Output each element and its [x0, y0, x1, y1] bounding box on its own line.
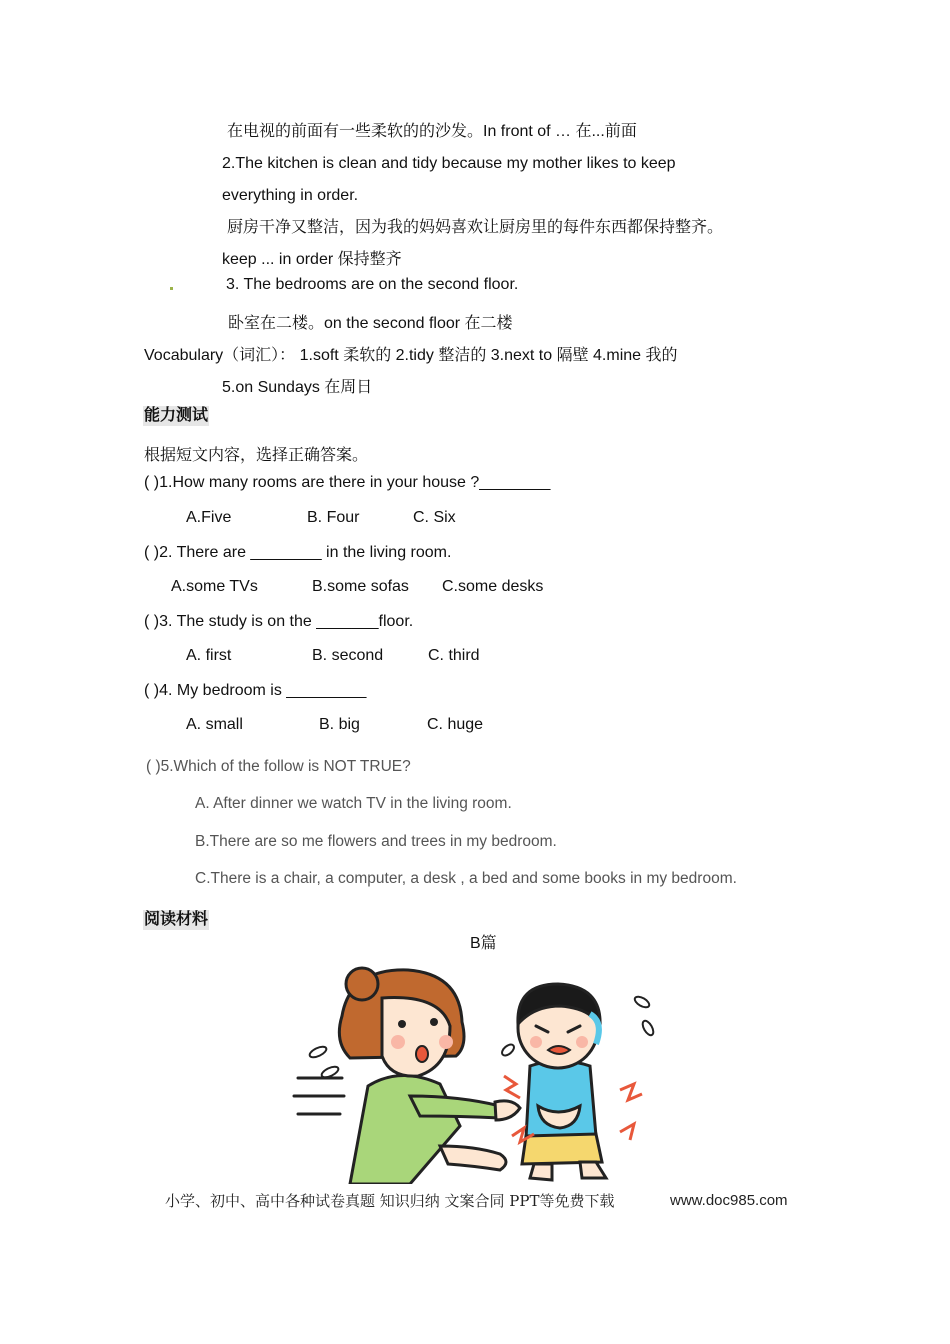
- q5-option-a: A. After dinner we watch TV in the living room.: [195, 795, 512, 812]
- mother-cheek-right: [439, 1035, 453, 1049]
- q3-option-c: C. third: [428, 647, 480, 664]
- boy-legs: [530, 1162, 606, 1180]
- note-item3-english: 3. The bedrooms are on the second floor.: [226, 276, 519, 293]
- question-4: ( )4. My bedroom is _________: [144, 682, 367, 699]
- stray-dot: [170, 287, 173, 290]
- boy-mouth: [548, 1046, 570, 1054]
- q4-option-c: C. huge: [427, 716, 484, 733]
- mother-eye-left: [398, 1020, 406, 1028]
- question-5: ( )5.Which of the follow is NOT TRUE?: [146, 758, 411, 775]
- mother-cheek: [391, 1035, 405, 1049]
- question-1: ( )1.How many rooms are there in your house ?________: [144, 474, 551, 491]
- mother-shirt: [350, 1075, 460, 1184]
- q1-option-a: A.Five: [186, 509, 232, 526]
- q2-option-c: C.some desks: [442, 578, 544, 595]
- ability-test-instruction: 根据短文内容，选择正确答案。: [144, 447, 369, 464]
- vocabulary-line: Vocabulary（词汇）： 1.soft 柔软的 2.tidy 整洁的 3.next to 隔壁 4.mine 我的: [144, 347, 678, 364]
- question-2: ( )2. There are ________ in the living room.: [144, 544, 452, 561]
- note-item2-chinese: 厨房干净又整洁，因为我的妈妈喜欢让厨房里的每件东西都保持整齐。: [227, 219, 724, 236]
- boy-shorts: [522, 1134, 602, 1164]
- q4-option-a: A. small: [186, 716, 243, 733]
- boy-cheek-right: [576, 1036, 588, 1048]
- note-item2-english-cont: everything in order.: [222, 187, 359, 204]
- mother-hand-lower: [440, 1146, 506, 1170]
- note-item2-phrase: keep ... in order 保持整齐: [222, 251, 402, 268]
- note-item2-english: 2.The kitchen is clean and tidy because my mother likes to keep: [222, 155, 676, 172]
- q2-option-b: B.some sofas: [312, 578, 409, 595]
- q2-option-a: A.some TVs: [171, 578, 258, 595]
- mother-arm: [410, 1096, 500, 1118]
- q3-option-a: A. first: [186, 647, 232, 664]
- note-item3-chinese: 卧室在二楼。on the second floor 在二楼: [228, 315, 513, 332]
- boy-cheek: [530, 1036, 542, 1048]
- q3-option-b: B. second: [312, 647, 384, 664]
- q5-option-c: C.There is a chair, a computer, a desk , a bed and some books in my bedroom.: [195, 870, 737, 887]
- mother-mouth: [416, 1046, 428, 1062]
- note-line-front-of: 在电视的前面有一些柔软的的沙发。In front of … 在...前面: [227, 123, 637, 140]
- sweat-drops-left: [308, 1045, 340, 1080]
- question-3: ( )3. The study is on the _______floor.: [144, 613, 414, 630]
- mother-hand: [495, 1101, 520, 1120]
- mother-face: [382, 998, 450, 1077]
- motion-lines: [294, 1078, 344, 1114]
- reading-heading: 阅读材料: [144, 911, 209, 928]
- footer-text: 小学、初中、高中各种试卷真题 知识归纳 文案合同 PPT等免费下载: [165, 1192, 615, 1210]
- reading-title: B篇: [470, 935, 497, 952]
- q1-option-c: C. Six: [413, 509, 456, 526]
- q1-option-b: B. Four: [307, 509, 360, 526]
- q5-option-b: B.There are so me flowers and trees in my bedroom.: [195, 833, 557, 850]
- stomach-ache-illustration: [290, 966, 662, 1184]
- ability-test-heading: 能力测试: [144, 407, 209, 424]
- mother-hair-bun: [346, 968, 378, 1000]
- q4-option-b: B. big: [319, 716, 360, 733]
- mother-eye-right: [430, 1018, 438, 1026]
- vocabulary-line-2: 5.on Sundays 在周日: [222, 379, 373, 396]
- footer-url[interactable]: www.doc985.com: [670, 1192, 788, 1209]
